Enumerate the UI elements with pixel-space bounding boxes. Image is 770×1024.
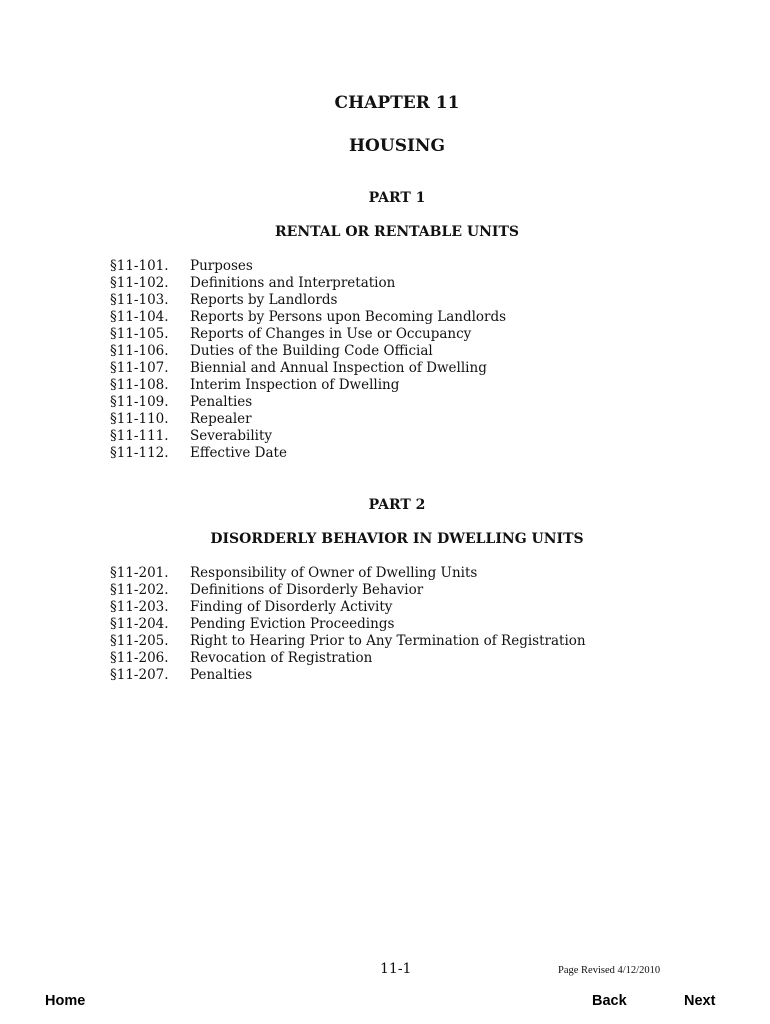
section-title: Purposes [190,258,253,274]
section-number: §11-204. [110,616,169,632]
section-title: Effective Date [190,445,287,461]
toc-entry [110,309,506,326]
section-number: §11-108. [110,377,169,393]
toc-entry [110,616,586,633]
chapter-title: HOUSING [349,136,445,156]
section-number: §11-112. [110,445,169,461]
section-number: §11-109. [110,394,169,410]
section-number: §11-206. [110,650,169,666]
section-title: Duties of the Building Code Official [190,343,433,359]
toc-entry [110,667,586,684]
section-title: Responsibility of Owner of Dwelling Units [190,565,478,581]
section-title: Pending Eviction Proceedings [190,616,395,632]
part-1-section-list [110,258,506,462]
section-title: Reports of Changes in Use or Occupancy [190,326,472,342]
page-number: 11-1 [380,961,412,977]
toc-entry [110,394,506,411]
section-title: Penalties [190,394,253,410]
section-number: §11-110. [110,411,169,427]
toc-entry [110,343,506,360]
section-title: Reports by Landlords [190,292,338,308]
section-number: §11-207. [110,667,169,683]
section-title: Revocation of Registration [190,650,373,666]
section-number: §11-102. [110,275,169,291]
section-title: Severability [190,428,273,444]
section-title: Right to Hearing Prior to Any Termination of Registration [190,633,586,649]
section-title: Biennial and Annual Inspection of Dwelling [190,360,487,376]
section-number: §11-111. [110,428,169,444]
toc-entry [110,633,586,650]
section-number: §11-205. [110,633,169,649]
section-title: Definitions of Disorderly Behavior [190,582,424,598]
back-link[interactable]: Back [592,993,627,1009]
section-number: §11-105. [110,326,169,342]
section-title: Definitions and Interpretation [190,275,396,291]
section-number: §11-201. [110,565,169,581]
toc-entry [110,582,586,599]
toc-entry [110,275,506,292]
part-1-label: PART 1 [368,190,426,206]
next-link[interactable]: Next [684,993,716,1009]
section-title: Finding of Disorderly Activity [190,599,393,615]
toc-entry [110,650,586,667]
chapter-heading: CHAPTER 11 [334,93,460,113]
toc-entry [110,326,506,343]
part-2-section-list [110,565,586,684]
toc-entry [110,258,506,275]
section-title: Interim Inspection of Dwelling [190,377,400,393]
section-number: §11-202. [110,582,169,598]
toc-entry [110,565,586,582]
toc-entry [110,428,506,445]
toc-entry [110,445,506,462]
toc-entry [110,292,506,309]
toc-entry [110,377,506,394]
home-link[interactable]: Home [45,993,86,1009]
toc-entry [110,360,506,377]
section-title: Penalties [190,667,253,683]
section-number: §11-203. [110,599,169,615]
part-2-label: PART 2 [368,497,426,513]
section-number: §11-107. [110,360,169,376]
section-number: §11-101. [110,258,169,274]
part-1-title: RENTAL OR RENTABLE UNITS [275,224,519,240]
toc-entry [110,411,506,428]
toc-entry [110,599,586,616]
section-title: Repealer [190,411,252,427]
section-title: Reports by Persons upon Becoming Landlords [190,309,507,325]
section-number: §11-106. [110,343,169,359]
section-number: §11-104. [110,309,169,325]
part-2-title: DISORDERLY BEHAVIOR IN DWELLING UNITS [210,531,584,547]
section-number: §11-103. [110,292,169,308]
revision-date: Page Revised 4/12/2010 [558,965,661,976]
